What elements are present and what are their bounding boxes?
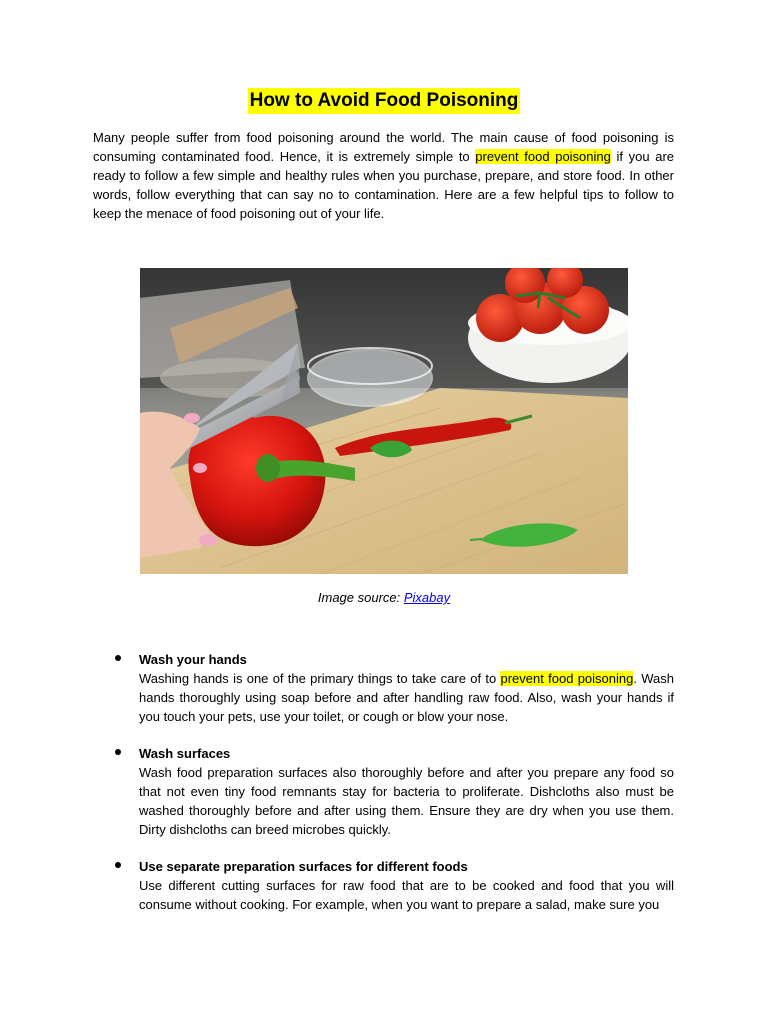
tip-title: Wash your hands <box>139 652 247 667</box>
bullet-icon <box>115 749 121 755</box>
tip-highlight: prevent food poisoning <box>500 671 634 686</box>
tip-body: Wash food preparation surfaces also thoroughly before and after you prepare any food so that not even tiny food remnants stay for bacteria to proliferate. Dishcloths also must be washed thoroughly before and after using them. Ensure they are dry when you use them. Dirty dishcloths can breed microbes quickly. <box>139 765 674 837</box>
tip-body: Use different cutting surfaces for raw food that are to be cooked and food that you will consume without cooking. For example, when you want to prepare a salad, make sure you <box>139 878 674 912</box>
image-caption <box>0 589 768 607</box>
bullet-icon <box>115 862 121 868</box>
caption-prefix: Image source: <box>317 590 404 605</box>
pixabay-link[interactable]: Pixabay <box>403 590 451 605</box>
document-title: How to Avoid Food Poisoning <box>248 88 521 114</box>
title-container <box>0 88 768 114</box>
tip-title: Use separate preparation surfaces for different foods <box>139 859 468 874</box>
tip-title: Wash surfaces <box>139 746 231 761</box>
intro-paragraph <box>93 128 674 223</box>
intro-text-before: Many people suffer from food poisoning around the world. The main cause of food poisoning is consuming contaminated food. Hence, it is extremely simple to <box>93 130 674 164</box>
tip-text-before: Washing hands is one of the primary things to take care of to <box>139 671 501 686</box>
food-preparation-photo <box>140 268 628 574</box>
tip-body <box>139 669 674 726</box>
intro-highlight: prevent food poisoning <box>475 149 611 164</box>
bullet-icon <box>115 655 121 661</box>
intro-text-after: if you are ready to follow a few simple and healthy rules when you purchase, prepare, and store food. In other words, follow everything that can say no to contamination. Here are a few helpful tips to follow to keep the menace of food poisoning out of your life. <box>93 149 674 221</box>
tip-text-after: . Wash hands thoroughly using soap before and after handling raw food. Also, wash your hands if you touch your pets, use your toilet, or cough or blow your nose. <box>139 671 674 724</box>
